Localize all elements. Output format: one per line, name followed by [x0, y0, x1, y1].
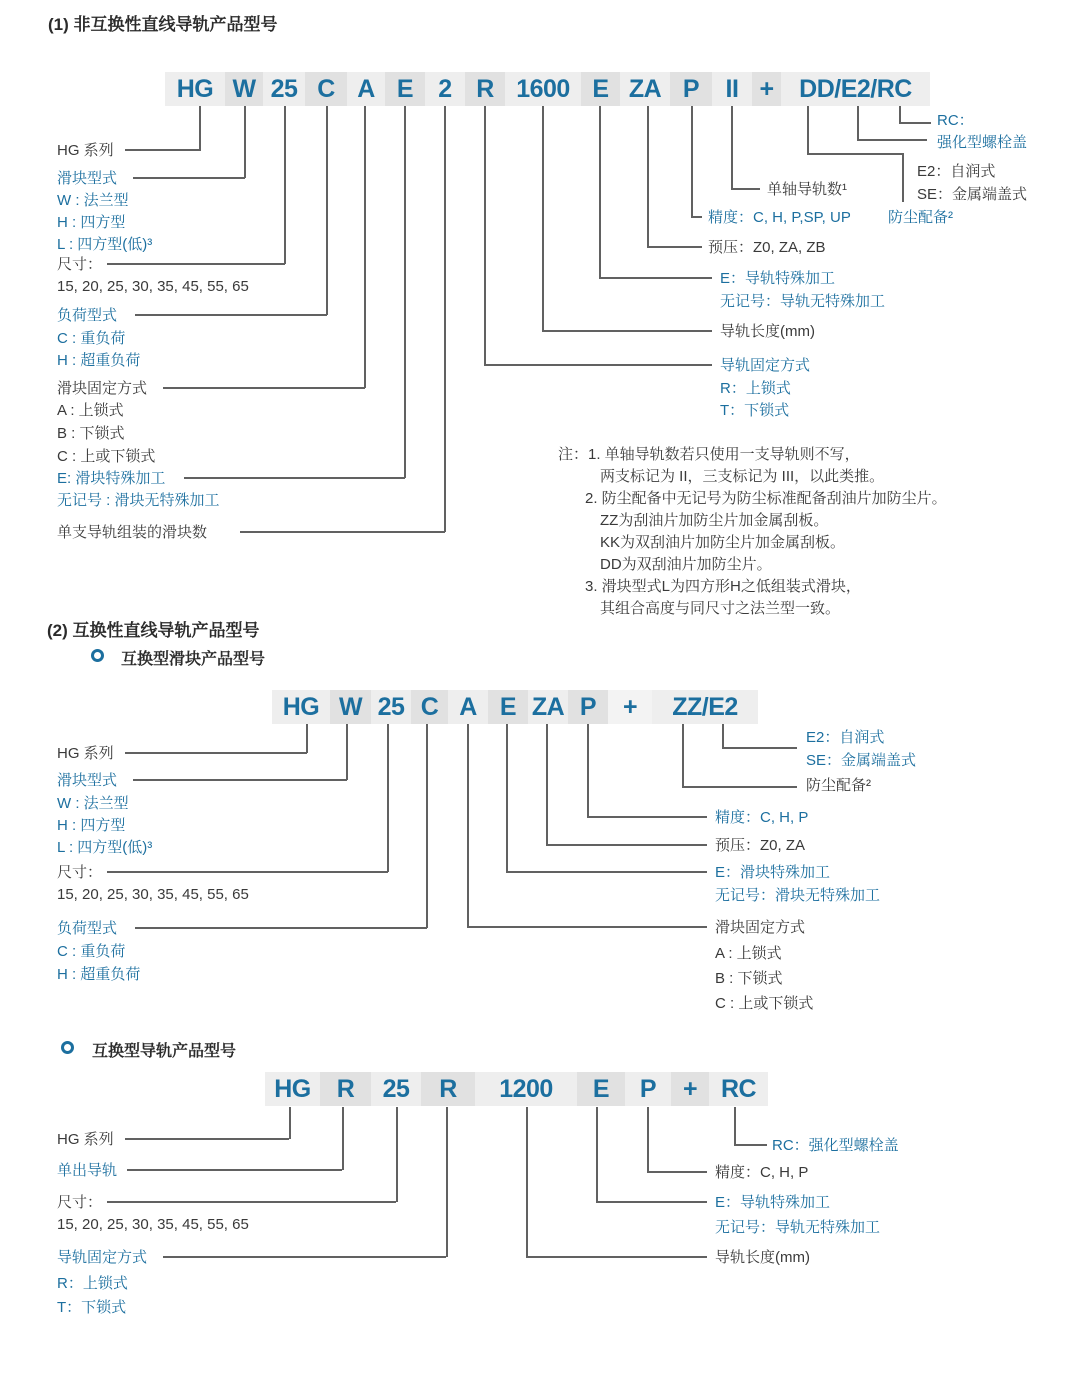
connector-line [184, 477, 405, 479]
callout-mount-title: 滑块固定方式 [715, 919, 806, 936]
code-segment: C [411, 690, 448, 724]
callout-rail-fix-r: R：上锁式 [720, 380, 791, 397]
bullet-icon [61, 1041, 74, 1054]
connector-line [135, 314, 327, 316]
callout-series: HG 系列 [57, 745, 114, 762]
connector-line [364, 106, 366, 388]
connector-line [857, 106, 859, 139]
callout-block-type-h: H : 四方型 [57, 214, 126, 231]
callout-rail-special-none: 无记号：导轨无特殊加工 [715, 1219, 881, 1236]
connector-line [722, 724, 724, 748]
callout-e2: E2：自润式 [917, 163, 996, 180]
connector-line [244, 106, 246, 178]
callout-size-title: 尺寸： [57, 256, 103, 273]
callout-load-c: C : 重负荷 [57, 330, 126, 347]
callout-single-rail: 单出导轨 [57, 1162, 118, 1179]
model-code-bar-3 [265, 1072, 768, 1107]
callout-preload: 预压：Z0, ZA, ZB [708, 239, 826, 256]
connector-line [587, 724, 589, 817]
code-segment: R [465, 72, 505, 106]
code-segment: E [581, 72, 620, 106]
connector-line [107, 871, 388, 873]
connector-line [596, 1201, 707, 1203]
code-segment: HG [272, 690, 330, 724]
connector-line [899, 106, 901, 122]
connector-line [899, 122, 931, 124]
connector-line [133, 177, 245, 179]
code-segment: + [671, 1072, 709, 1106]
callout-mount-title: 滑块固定方式 [57, 380, 148, 397]
note-line-6: DD为双刮油片加防尘片。 [600, 556, 772, 573]
callout-special-e: E: 滑块特殊加工 [57, 470, 166, 487]
callout-rc-line2: 强化型螺栓盖 [937, 134, 1028, 151]
connector-line [240, 531, 445, 533]
code-segment: W [225, 72, 263, 106]
callout-size-values: 15, 20, 25, 30, 35, 45, 55, 65 [57, 886, 249, 903]
connector-line [444, 106, 446, 532]
connector-line [546, 724, 548, 845]
callout-rail-special-e: E：导轨特殊加工 [715, 1194, 831, 1211]
connector-line [127, 1169, 342, 1171]
callout-se: SE：金属端盖式 [806, 752, 917, 769]
callout-mount-c: C : 上或下锁式 [57, 448, 156, 465]
callout-load-title: 负荷型式 [57, 920, 118, 937]
code-segment: C [305, 72, 347, 106]
connector-line [326, 106, 328, 315]
connector-line [284, 106, 286, 264]
callout-rail-fix-title: 导轨固定方式 [57, 1249, 148, 1266]
code-segment: 25 [371, 690, 411, 724]
connector-line [682, 786, 797, 788]
code-segment: P [625, 1072, 671, 1106]
connector-line [342, 1107, 344, 1170]
code-segment: E [488, 690, 528, 724]
connector-line [387, 724, 389, 872]
callout-size-title: 尺寸： [57, 1194, 103, 1211]
code-segment: RC [709, 1072, 768, 1106]
connector-line [731, 188, 760, 190]
callout-load-c: C : 重负荷 [57, 943, 126, 960]
connector-line [526, 1107, 528, 1257]
callout-mount-b: B : 下锁式 [715, 970, 783, 987]
connector-line [731, 106, 733, 189]
callout-rails-per-axis: 单轴导轨数¹ [767, 181, 847, 198]
connector-line [396, 1107, 398, 1202]
section1-title: (1) 非互换性直线导轨产品型号 [48, 15, 278, 34]
callout-special-e: E：滑块特殊加工 [715, 864, 831, 881]
code-segment: W [330, 690, 371, 724]
callout-special-none: 无记号：滑块无特殊加工 [715, 887, 881, 904]
connector-line [647, 1107, 649, 1172]
connector-line [587, 816, 707, 818]
connector-line [289, 1107, 291, 1139]
callout-rail-special-none: 无记号：导轨无特殊加工 [720, 293, 886, 310]
connector-line [135, 927, 427, 929]
connector-line [506, 871, 707, 873]
code-segment: E [385, 72, 425, 106]
callout-rail-length: 导轨长度(mm) [720, 323, 815, 340]
code-segment: 1600 [505, 72, 581, 106]
connector-line [426, 724, 428, 928]
section2-subtitle: 互换型滑块产品型号 [121, 651, 266, 668]
connector-line [199, 106, 201, 150]
connector-line [546, 844, 707, 846]
callout-mount-a: A : 上锁式 [57, 402, 124, 419]
code-segment: R [320, 1072, 371, 1106]
callout-blocks-per-rail: 单支导轨组装的滑块数 [57, 524, 208, 541]
connector-line [599, 106, 601, 278]
code-segment: R [421, 1072, 475, 1106]
connector-line [647, 106, 649, 247]
callout-block-type-w: W : 法兰型 [57, 795, 129, 812]
code-segment: 1200 [475, 1072, 577, 1106]
callout-block-type-title: 滑块型式 [57, 772, 118, 789]
callout-size-title: 尺寸： [57, 864, 103, 881]
callout-size-values: 15, 20, 25, 30, 35, 45, 55, 65 [57, 278, 249, 295]
connector-line [484, 106, 486, 365]
callout-mount-c: C : 上或下锁式 [715, 995, 814, 1012]
connector-line [467, 724, 469, 927]
note-line-8: 其组合高度与同尺寸之法兰型一致。 [600, 600, 841, 617]
connector-line [542, 330, 712, 332]
connector-line [647, 246, 702, 248]
callout-rail-fix-t: T：下锁式 [57, 1299, 127, 1316]
callout-block-type-l: L : 四方型(低)³ [57, 839, 153, 856]
connector-line [722, 747, 797, 749]
connector-line [542, 106, 544, 331]
bullet-icon [91, 649, 104, 662]
connector-line [107, 1201, 396, 1203]
connector-line [446, 1107, 448, 1257]
connector-line [682, 724, 684, 787]
code-segment: HG [265, 1072, 320, 1106]
code-segment: P [568, 690, 608, 724]
connector-line [125, 1138, 289, 1140]
callout-special-none: 无记号 : 滑块无特殊加工 [57, 492, 220, 509]
connector-line [484, 364, 712, 366]
connector-line [807, 106, 809, 153]
note-line-4: ZZ为刮油片加防尘片加金属刮板。 [600, 512, 829, 529]
connector-line [691, 216, 702, 218]
code-segment: 2 [425, 72, 465, 106]
code-segment: ZA [620, 72, 670, 106]
code-segment: 25 [371, 1072, 421, 1106]
connector-line [467, 926, 707, 928]
callout-rail-fix-title: 导轨固定方式 [720, 357, 811, 374]
note-line-2: 两支标记为 II，三支标记为 III，以此类推。 [600, 468, 885, 485]
callout-se: SE：金属端盖式 [917, 186, 1028, 203]
callout-dust: 防尘配备² [806, 777, 871, 794]
model-code-bar-2 [272, 690, 758, 724]
connector-line [734, 1144, 767, 1146]
code-segment: ZA [528, 690, 568, 724]
connector-line [125, 149, 201, 151]
code-segment: II [712, 72, 752, 106]
connector-line [599, 277, 712, 279]
connector-line [125, 752, 307, 754]
note-line-3: 2. 防尘配备中无记号为防尘标准配备刮油片加防尘片。 [585, 490, 947, 507]
connector-line [506, 724, 508, 872]
callout-preload: 预压：Z0, ZA [715, 837, 806, 854]
callout-block-type-title: 滑块型式 [57, 170, 118, 187]
connector-line [902, 153, 904, 202]
callout-precision: 精度：C, H, P [715, 809, 809, 826]
callout-load-title: 负荷型式 [57, 307, 118, 324]
code-segment: ZZ/E2 [652, 690, 758, 724]
callout-rail-fix-t: T：下锁式 [720, 402, 790, 419]
connector-line [107, 263, 285, 265]
callout-load-h: H : 超重负荷 [57, 352, 141, 369]
callout-rc-line1: RC： [937, 112, 974, 129]
callout-rc: RC：强化型螺栓盖 [772, 1137, 899, 1154]
code-segment: A [448, 690, 488, 724]
callout-block-type-l: L : 四方型(低)³ [57, 236, 153, 253]
note-line-1: 注：1. 单轴导轨数若只使用一支导轨则不写， [558, 446, 860, 463]
callout-size-values: 15, 20, 25, 30, 35, 45, 55, 65 [57, 1216, 249, 1233]
callout-load-h: H : 超重负荷 [57, 966, 141, 983]
callout-block-type-w: W : 法兰型 [57, 192, 129, 209]
connector-line [526, 1256, 707, 1258]
callout-series: HG 系列 [57, 1131, 114, 1148]
connector-line [734, 1107, 736, 1145]
connector-line [807, 153, 904, 155]
connector-line [596, 1107, 598, 1202]
callout-mount-b: B : 下锁式 [57, 425, 125, 442]
code-segment: E [577, 1072, 625, 1106]
connector-line [857, 139, 927, 141]
code-segment: DD/E2/RC [781, 72, 930, 106]
section2-title: (2) 互换性直线导轨产品型号 [47, 621, 260, 640]
code-segment: + [608, 690, 652, 724]
connector-line [346, 724, 348, 780]
callout-dust: 防尘配备² [888, 209, 953, 226]
callout-series: HG 系列 [57, 142, 114, 159]
connector-line [163, 1256, 446, 1258]
callout-block-type-h: H : 四方型 [57, 817, 126, 834]
code-segment: P [670, 72, 712, 106]
model-code-bar-1 [165, 72, 930, 106]
callout-rail-fix-r: R：上锁式 [57, 1275, 128, 1292]
callout-e2: E2：自润式 [806, 729, 885, 746]
connector-line [404, 106, 406, 478]
code-segment: HG [165, 72, 225, 106]
connector-line [163, 387, 365, 389]
callout-precision: 精度：C, H, P [715, 1164, 809, 1181]
connector-line [691, 106, 693, 217]
note-line-5: KK为双刮油片加防尘片加金属刮板。 [600, 534, 846, 551]
connector-line [133, 779, 347, 781]
note-line-7: 3. 滑块型式L为四方形H之低组装式滑块， [585, 578, 861, 595]
section3-subtitle: 互换型导轨产品型号 [92, 1043, 237, 1060]
callout-precision: 精度：C, H, P,SP, UP [708, 209, 851, 226]
connector-line [647, 1171, 707, 1173]
connector-line [306, 724, 308, 753]
code-segment: A [347, 72, 385, 106]
callout-rail-length: 导轨长度(mm) [715, 1249, 810, 1266]
callout-mount-a: A : 上锁式 [715, 945, 782, 962]
code-segment: + [752, 72, 781, 106]
callout-rail-special-e: E：导轨特殊加工 [720, 270, 836, 287]
code-segment: 25 [263, 72, 305, 106]
